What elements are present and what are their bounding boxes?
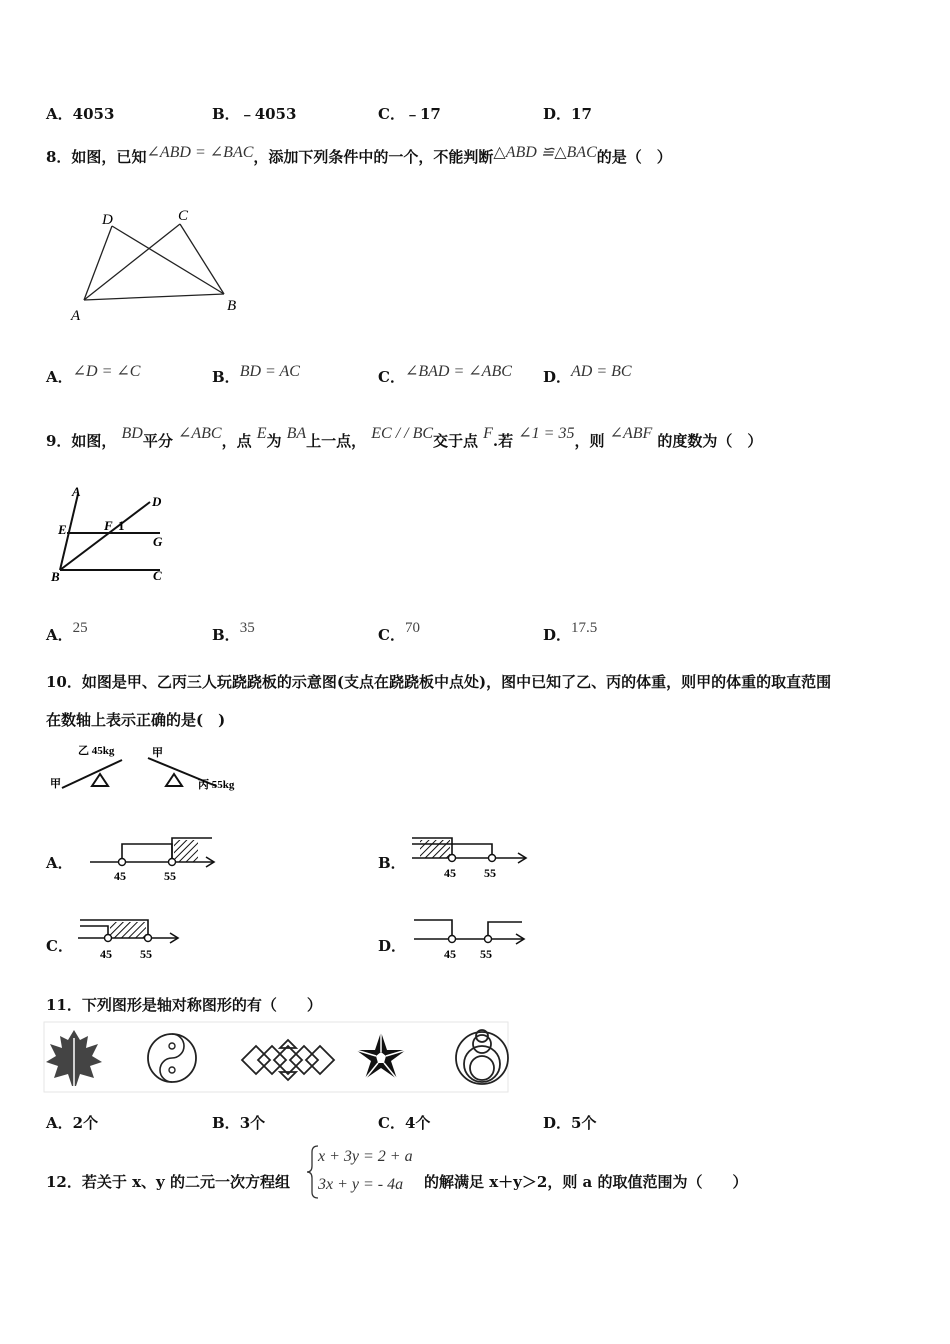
q11-option-a [46, 1112, 98, 1133]
label-b: B [227, 298, 237, 314]
label-b: B [51, 569, 60, 584]
option-letter: C． [378, 1114, 405, 1132]
q9-prefix: 9．如图， [46, 432, 117, 450]
q12-suffix: 的解满足 x＋y＞2，则 a 的取值范围为（ ） [424, 1173, 748, 1191]
label-c: C [178, 208, 189, 224]
q9-e: E [256, 425, 267, 442]
tick-55: 55 [140, 947, 152, 961]
tick-45: 45 [100, 947, 112, 961]
option-letter: A． [46, 368, 73, 386]
q9-option-b [212, 620, 255, 645]
label-yi: 乙 45kg [78, 745, 115, 757]
option-letter: A． [46, 105, 73, 123]
q9-angle-abc: ∠ABC [177, 425, 222, 442]
q11-stem: 11．下列图形是轴对称图形的有（ ） [46, 996, 322, 1014]
option-letter: C． [378, 105, 405, 123]
q9-text: 平分 [142, 432, 173, 450]
q9-text: 上一点， [306, 432, 367, 450]
q9-text: 的度数为（ ） [657, 432, 763, 450]
q8-option-b [212, 363, 300, 387]
q9-f: F [483, 425, 493, 442]
option-text: ﹣17 [404, 105, 441, 123]
label-a: A [72, 484, 81, 499]
q8-suffix: 的是（ ） [596, 148, 672, 166]
option-letter: D． [543, 368, 572, 386]
seesaw-figure [48, 742, 248, 802]
q10-option-c-letter: C． [46, 937, 73, 955]
tick-45: 45 [444, 947, 456, 961]
q12-equation-2: 3x + y = - 4a [318, 1176, 404, 1193]
option-text: BD = AC [239, 363, 300, 380]
q8-option-a [46, 363, 141, 387]
label-jia: 甲 [50, 778, 61, 790]
q10-option-a-letter: A． [46, 854, 73, 872]
option-letter: B． [212, 368, 240, 386]
q10-option-a-numberline [88, 832, 223, 884]
option-letter: D． [543, 105, 572, 123]
label-f: F [104, 518, 113, 533]
label-e: E [58, 522, 67, 537]
option-text: 4个 [404, 1114, 431, 1132]
label-jia2: 甲 [152, 747, 163, 759]
option-text: 70 [404, 620, 420, 636]
q7-option-a [46, 103, 114, 124]
maple-leaf-icon [46, 1030, 102, 1090]
nested-circles-icon [456, 1030, 508, 1084]
knot-pattern-icon [242, 1040, 334, 1080]
option-text: ∠BAD = ∠ABC [404, 363, 512, 380]
option-text: 35 [239, 620, 255, 636]
q8-option-c [378, 363, 512, 387]
tick-45: 45 [114, 869, 126, 883]
option-text: 3个 [239, 1114, 266, 1132]
q9-angle1: ∠1 = 35 [518, 425, 575, 442]
q11-option-b [212, 1112, 265, 1133]
label-d: D [152, 494, 162, 509]
option-text: 2个 [72, 1114, 99, 1132]
option-text: 17.5 [571, 620, 598, 636]
option-letter: B． [212, 105, 240, 123]
q8-triangle-figure [60, 200, 260, 325]
option-text: 5个 [571, 1114, 597, 1132]
q8-stem [46, 146, 672, 167]
q10-option-c-numberline [76, 912, 186, 964]
q9-option-c [378, 620, 420, 645]
q9-bd: BD [121, 425, 143, 442]
q10-option-d-numberline [410, 912, 535, 964]
tick-55: 55 [484, 866, 496, 880]
option-letter: D． [543, 626, 572, 644]
label-c: C [153, 568, 162, 583]
q12-prefix: 12．若关于 x、y 的二元一次方程组 [46, 1173, 290, 1191]
q9-stem [46, 425, 763, 451]
option-text: ﹣4053 [239, 105, 297, 123]
star-flower-icon [356, 1032, 406, 1079]
q11-option-d [543, 1112, 596, 1133]
option-letter: C． [378, 626, 405, 644]
tick-55: 55 [164, 869, 176, 883]
option-text: ∠D = ∠C [72, 363, 141, 380]
q9-option-d [543, 620, 598, 645]
q11-shapes [44, 1022, 508, 1094]
q9-angle-abf: ∠ABF [609, 425, 653, 442]
option-text: 17 [571, 105, 592, 123]
option-letter: D． [543, 1114, 572, 1132]
q9-text: .若 [492, 432, 514, 450]
option-letter: B． [212, 1114, 240, 1132]
q10-stem-line2: 在数轴上表示正确的是( ) [46, 711, 226, 729]
q9-ec-bc: EC / / BC [371, 425, 434, 442]
option-letter: C． [378, 368, 405, 386]
q8-mid: ，添加下列条件中的一个，不能判断 [253, 148, 494, 166]
label-d: D [102, 212, 113, 228]
option-letter: B． [212, 626, 240, 644]
yin-yang-icon [148, 1034, 196, 1082]
option-letter: A． [46, 626, 73, 644]
q10-option-b-numberline [408, 832, 538, 884]
option-text: AD = BC [571, 363, 632, 380]
q9-text: ，点 [221, 432, 252, 450]
q7-option-c [378, 103, 441, 124]
q7-option-b [212, 103, 296, 124]
label-1: 1 [118, 518, 125, 533]
label-g: G [153, 534, 163, 549]
tick-55: 55 [480, 947, 492, 961]
q11-option-c [378, 1112, 430, 1133]
option-text: 4053 [72, 105, 115, 123]
q12-equation-1: x + 3y = 2 + a [318, 1148, 413, 1165]
tick-45: 45 [444, 866, 456, 880]
q7-option-d [543, 103, 592, 124]
q9-text: 交于点 [433, 432, 479, 450]
q8-target: △ABD ≌△BAC [493, 144, 597, 161]
q8-prefix: 8．如图，已知 [46, 148, 147, 166]
q9-parallel-figure [48, 484, 178, 584]
option-letter: A． [46, 1114, 73, 1132]
label-a: A [71, 308, 81, 324]
q8-given: ∠ABD = ∠BAC [146, 144, 254, 161]
q9-ba: BA [286, 425, 307, 442]
q9-text: ，则 [574, 432, 605, 450]
q9-text: 为 [266, 432, 282, 450]
q10-stem-line1: 10．如图是甲、乙丙三人玩跷跷板的示意图(支点在跷跷板中点处)，图中已知了乙、丙的体重，则甲的体重的取直范围 [46, 673, 832, 691]
q8-option-d [543, 363, 632, 387]
label-bing: 丙 55kg [198, 779, 235, 791]
option-text: 25 [72, 620, 88, 636]
q9-option-a [46, 620, 88, 645]
q10-option-d-letter: D． [378, 937, 407, 955]
q10-option-b-letter: B． [378, 854, 406, 872]
